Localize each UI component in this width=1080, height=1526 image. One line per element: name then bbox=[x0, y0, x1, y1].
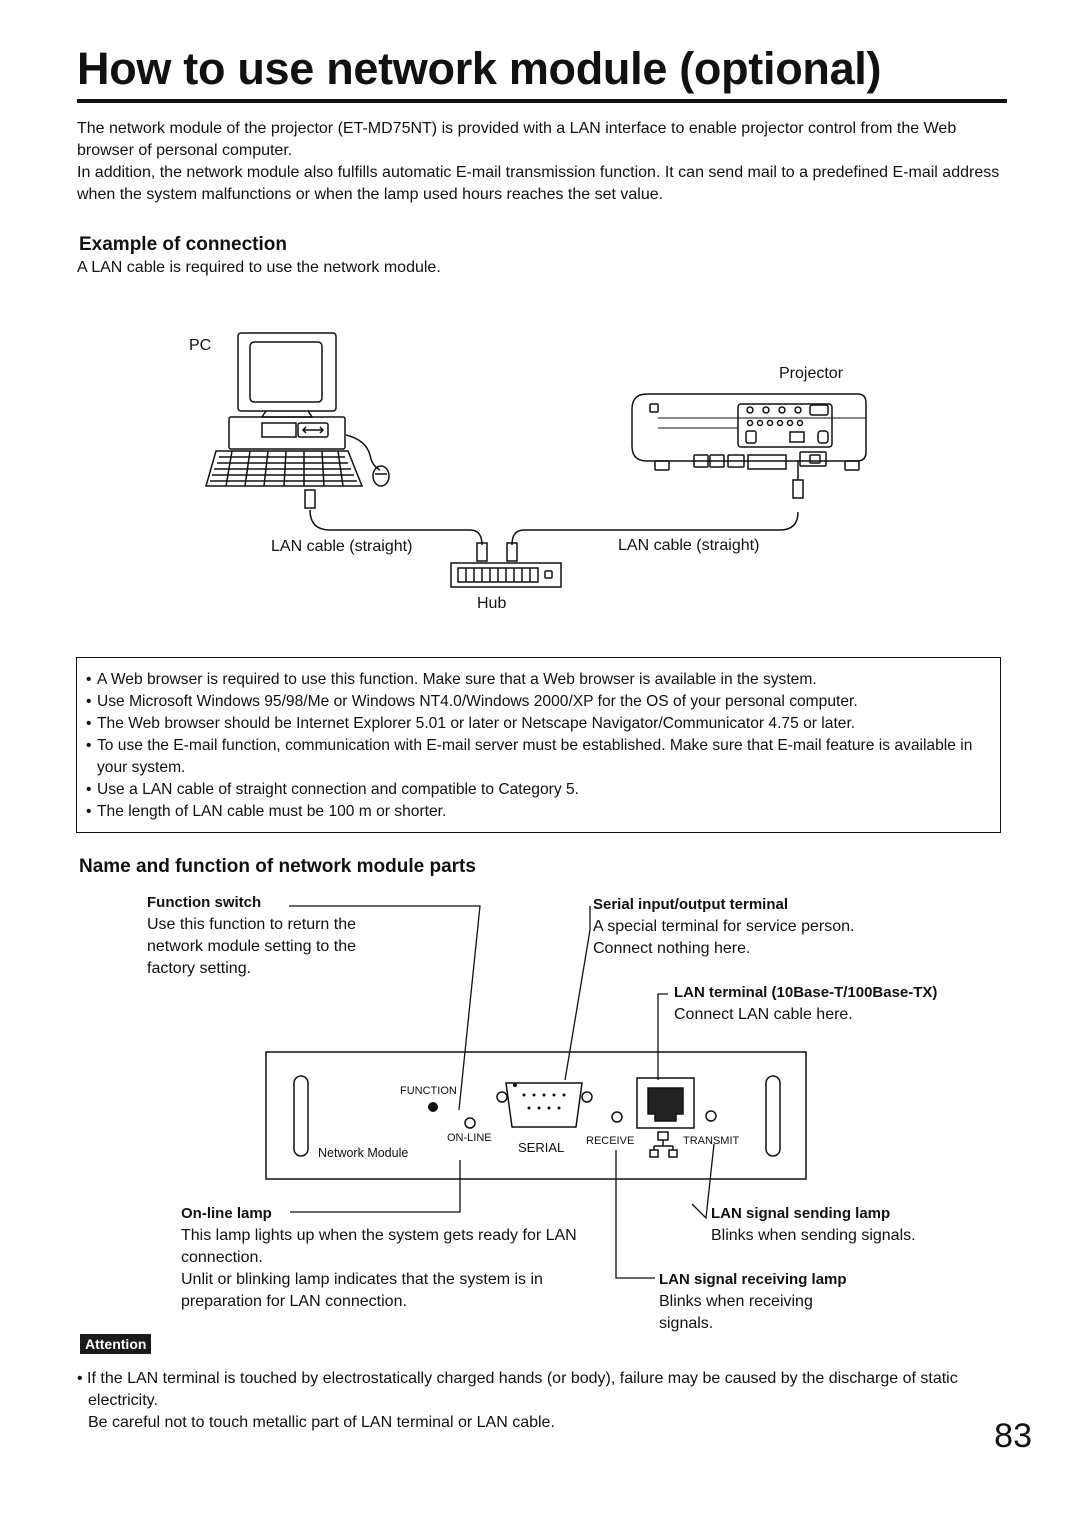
intro-paragraph-1: The network module of the projector (ET-MD75NT) is provided with a LAN interface to enable projector control from the Web browser of personal computer. bbox=[77, 120, 957, 159]
hub-illustration bbox=[451, 563, 561, 587]
attention-badge: Attention bbox=[80, 1334, 151, 1354]
function-switch-title: Function switch bbox=[147, 894, 262, 911]
page-title: How to use network module (optional) bbox=[77, 43, 882, 94]
sending-lamp-title: LAN signal sending lamp bbox=[711, 1205, 891, 1222]
attention-text-1: If the LAN terminal is touched by electrostatically charged hands (or body), failure may be caused by the discharge of static electricity. bbox=[87, 1370, 958, 1409]
notes-box bbox=[76, 657, 1001, 833]
function-switch-desc: Use this function to return the network module setting to the factory setting. bbox=[147, 916, 357, 977]
online-lamp-title: On-line lamp bbox=[181, 1205, 272, 1222]
cable-left-label: LAN cable (straight) bbox=[271, 538, 413, 555]
attention-bullet: • If the LAN terminal is touched by electrostatically charged hands (or body), failure may be caused by the discharge of static electricity. bbox=[77, 1370, 958, 1409]
attention-text bbox=[77, 1368, 1007, 1434]
panel-serial-label: SERIAL bbox=[518, 1140, 565, 1155]
note-item: • The Web browser should be Internet Explorer 5.01 or later or Netscape Navigator/Communicator 4.75 or later. bbox=[86, 713, 1000, 735]
online-lamp-callout bbox=[181, 1205, 581, 1313]
panel-function-label: FUNCTION bbox=[400, 1085, 457, 1097]
serial-terminal-title: Serial input/output terminal bbox=[593, 896, 789, 913]
panel-transmit-label: TRANSMIT bbox=[683, 1135, 740, 1147]
connection-text: A LAN cable is required to use the network module. bbox=[77, 259, 441, 276]
note-item: • A Web browser is required to use this function. Make sure that a Web browser is available in the system. bbox=[86, 669, 1000, 691]
pc-label: PC bbox=[189, 337, 212, 354]
intro-paragraph-2: In addition, the network module also fulfills automatic E-mail transmission function. It can send mail to a predefined E-mail address when the system malfunctions or when the lamp used hours reaches the set value. bbox=[77, 164, 1000, 203]
panel-receive-label: RECEIVE bbox=[586, 1135, 635, 1147]
connection-diagram bbox=[0, 320, 1080, 620]
connection-heading: Example of connection bbox=[79, 234, 287, 255]
note-item: • The length of LAN cable must be 100 m or shorter. bbox=[86, 801, 1000, 823]
projector-label: Projector bbox=[779, 365, 844, 382]
pc-illustration bbox=[206, 333, 389, 486]
notes-list bbox=[77, 658, 1000, 823]
online-lamp-desc-2: Unlit or blinking lamp indicates that the system is in preparation for LAN connection. bbox=[181, 1271, 543, 1310]
receiving-lamp-desc: Blinks when receiving signals. bbox=[659, 1293, 813, 1332]
title-rule bbox=[77, 99, 1007, 103]
cable-right-label: LAN cable (straight) bbox=[618, 537, 760, 554]
sending-lamp-desc: Blinks when sending signals. bbox=[711, 1227, 916, 1244]
attention-text-2: Be careful not to touch metallic part of LAN terminal or LAN cable. bbox=[88, 1414, 555, 1431]
serial-terminal-desc: A special terminal for service person. Connect nothing here. bbox=[593, 918, 855, 957]
projector-illustration bbox=[632, 394, 866, 470]
note-item: • Use Microsoft Windows 95/98/Me or Windows NT4.0/Windows 2000/XP for the OS of your personal computer. bbox=[86, 691, 1000, 713]
panel-online-label: ON-LINE bbox=[447, 1132, 492, 1144]
hub-label: Hub bbox=[477, 595, 507, 612]
receiving-lamp-callout bbox=[659, 1271, 899, 1335]
function-switch-button bbox=[428, 1102, 438, 1112]
panel-module-name: Network Module bbox=[318, 1146, 409, 1160]
sending-lamp-callout bbox=[711, 1205, 1011, 1247]
parts-heading: Name and function of network module parts bbox=[79, 856, 476, 877]
lan-terminal-desc: Connect LAN cable here. bbox=[674, 1006, 853, 1023]
receiving-lamp-title: LAN signal receiving lamp bbox=[659, 1271, 847, 1288]
online-lamp-desc-1: This lamp lights up when the system gets ready for LAN connection. bbox=[181, 1227, 577, 1266]
intro-text bbox=[77, 118, 1007, 206]
note-item: • To use the E-mail function, communication with E-mail server must be established. Make sure that E-mail feature is available in your system. bbox=[86, 735, 1000, 779]
lan-terminal-title: LAN terminal (10Base-T/100Base-TX) bbox=[674, 984, 938, 1001]
note-item: • Use a LAN cable of straight connection and compatible to Category 5. bbox=[86, 779, 1000, 801]
page-number: 83 bbox=[994, 1417, 1032, 1455]
